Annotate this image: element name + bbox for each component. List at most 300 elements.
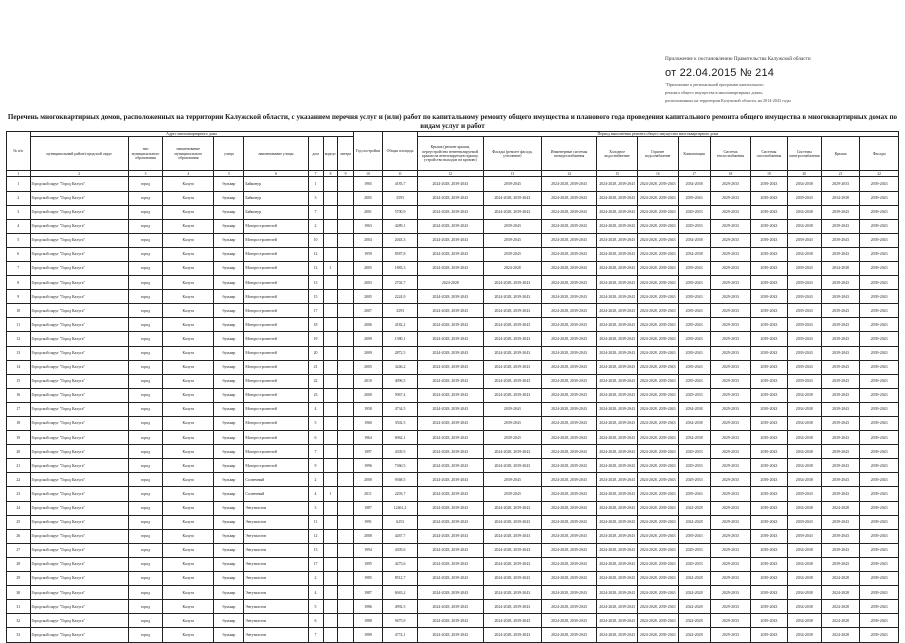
table-cell: 2039-2043 <box>751 431 787 445</box>
table-cell: город <box>128 332 162 346</box>
table-cell <box>323 332 338 346</box>
table-cell: 23 <box>7 487 31 501</box>
table-cell <box>323 205 338 219</box>
table-cell: Моторостроителей <box>244 374 308 388</box>
table-cell: 2029-2033 <box>710 445 751 459</box>
table-cell: город <box>128 318 162 332</box>
table-cell: бульвар <box>214 247 244 261</box>
table-cell: 2024-2028, 2039-2043 <box>637 332 678 346</box>
table-cell: 2024-2028 <box>417 276 483 290</box>
table-cell: 2039-2043 <box>860 614 899 628</box>
table-cell: 2029-2033 <box>710 374 751 388</box>
table-cell: 2024-2028, 2039-2043 <box>541 417 597 431</box>
table-cell <box>323 388 338 402</box>
table-cell: 2039-2043 <box>860 586 899 600</box>
col-facade: Фасады (ремонт фасада, утепление) <box>483 137 541 171</box>
table-cell <box>323 501 338 515</box>
table-cell: 2029-2033 <box>710 501 751 515</box>
table-cell: 2039-2043 <box>821 487 859 501</box>
table-cell: 2039-2043 <box>821 431 859 445</box>
table-cell: 2024-2028, 2039-2043 <box>483 501 541 515</box>
table-row <box>7 318 899 332</box>
table-row <box>7 360 899 374</box>
table-cell: 2039-2043 <box>678 318 710 332</box>
table-cell: 2024-2028, 2039-2043 <box>417 487 483 501</box>
table-cell: 2039-2043 <box>751 417 787 431</box>
table-cell: 2024-2028, 2039-2043 <box>417 261 483 275</box>
table-cell: 2034-2038 <box>821 191 859 205</box>
table-cell: 2029-2033 <box>710 360 751 374</box>
table-cell: 2024-2028, 2039-2043 <box>597 247 638 261</box>
table-cell <box>338 529 353 543</box>
column-number: 21 <box>821 171 859 177</box>
appendix-caption: Приложение к постановлению Правительства Калужской области <box>665 56 811 62</box>
table-cell: 2024-2028, 2039-2043 <box>541 402 597 416</box>
table-cell: Городской округ "Город Калуга" <box>30 388 128 402</box>
table-cell: Байконур <box>244 205 308 219</box>
table-cell: бульвар <box>214 388 244 402</box>
table-cell: 2029-2033 <box>710 276 751 290</box>
table-cell: 2024-2028, 2039-2043 <box>417 529 483 543</box>
table-cell: бульвар <box>214 445 244 459</box>
table-cell: 2024-2028 <box>821 600 859 614</box>
table-cell: 12 <box>308 529 323 543</box>
table-cell <box>338 233 353 247</box>
table-cell: бульвар <box>214 557 244 571</box>
table-cell <box>338 417 353 431</box>
table-cell: 2029-2033 <box>710 191 751 205</box>
table-cell: 2039-2043 <box>860 417 899 431</box>
table-cell: 2000 <box>353 388 383 402</box>
table-cell: 2024-2028, 2039-2043 <box>417 628 483 642</box>
table-cell: 2029-2033 <box>710 205 751 219</box>
table-cell: 2024-2028, 2039-2043 <box>637 261 678 275</box>
table-cell: 2039-2043 <box>860 600 899 614</box>
table-cell: 2024-2028, 2039-2043 <box>417 445 483 459</box>
table-cell: бульвар <box>214 600 244 614</box>
table-cell <box>323 529 338 543</box>
column-number: 17 <box>678 171 710 177</box>
col-tech: Крыша (ремонт крыши, переустройство невентилируемой крыши на вентилируемую крышу, устройство выходов на кровлю) <box>417 137 483 171</box>
table-cell: бульвар <box>214 402 244 416</box>
table-cell: бульвар <box>214 614 244 628</box>
table-cell <box>338 332 353 346</box>
table-cell: 1964 <box>353 431 383 445</box>
table-row <box>7 614 899 628</box>
table-cell: бульвар <box>214 431 244 445</box>
table-cell: Городской округ "Город Калуга" <box>30 332 128 346</box>
table-cell: 2034-2038 <box>678 247 710 261</box>
table-cell: Моторостроителей <box>244 417 308 431</box>
table-cell: 2034-2038 <box>787 445 821 459</box>
table-cell: город <box>128 191 162 205</box>
table-row <box>7 586 899 600</box>
table-cell: Моторостроителей <box>244 346 308 360</box>
table-cell: Калуга <box>163 473 214 487</box>
table-cell: город <box>128 417 162 431</box>
col-settlement: наименование муниципального образования <box>163 137 214 171</box>
table-cell: 2024-2028, 2039-2043 <box>483 276 541 290</box>
table-cell: 2039-2043 <box>751 332 787 346</box>
table-cell: 2024-2028, 2039-2043 <box>541 529 597 543</box>
table-cell: 2034-2038 <box>787 614 821 628</box>
table-cell: Калуга <box>163 219 214 233</box>
table-cell: Калуга <box>163 332 214 346</box>
table-cell: 2024-2028, 2039-2043 <box>541 431 597 445</box>
table-cell: 2024-2028 <box>678 515 710 529</box>
table-cell: 2039-2043 <box>821 473 859 487</box>
table-cell: 2039-2043 <box>787 290 821 304</box>
table-cell: 4 <box>308 487 323 501</box>
table-cell: 2034-2038 <box>678 177 710 191</box>
table-cell <box>323 614 338 628</box>
table-cell <box>323 374 338 388</box>
table-cell: 2039-2043 <box>787 332 821 346</box>
table-cell: Калуга <box>163 431 214 445</box>
table-row <box>7 233 899 247</box>
table-cell <box>338 487 353 501</box>
table-cell: Городской округ "Город Калуга" <box>30 543 128 557</box>
table-cell: 2024-2028, 2039-2043 <box>541 374 597 388</box>
table-cell: 2005 <box>353 290 383 304</box>
table-cell: 8512,7 <box>383 572 417 586</box>
table-cell: 18 <box>7 417 31 431</box>
table-cell: 2039-2043 <box>751 318 787 332</box>
table-cell <box>338 388 353 402</box>
table-cell <box>323 557 338 571</box>
table-cell: 2024-2028, 2039-2043 <box>597 572 638 586</box>
table-cell: Моторостроителей <box>244 459 308 473</box>
table-cell: 2024-2028, 2039-2043 <box>417 205 483 219</box>
table-cell: 2039-2043 <box>821 290 859 304</box>
col-elevator: Система теплоснабжения <box>710 137 751 171</box>
table-cell: 2029-2033 <box>710 402 751 416</box>
table-cell: Городской округ "Город Калуга" <box>30 402 128 416</box>
table-cell: Городской округ "Город Калуга" <box>30 318 128 332</box>
table-cell: 2024-2028, 2039-2043 <box>597 346 638 360</box>
table-cell: 2024-2028, 2039-2043 <box>541 346 597 360</box>
table-cell: 2039-2043 <box>751 233 787 247</box>
table-cell: 2039-2043 <box>821 529 859 543</box>
table-cell <box>338 515 353 529</box>
table-cell: 1965 <box>353 177 383 191</box>
column-number: 13 <box>483 171 541 177</box>
table-cell: 2039-2043 <box>821 543 859 557</box>
table-cell: Энтузиастов <box>244 515 308 529</box>
table-row <box>7 473 899 487</box>
table-cell: 2001 <box>353 205 383 219</box>
table-cell: 2024-2028 <box>678 628 710 642</box>
table-cell: 1997 <box>353 445 383 459</box>
table-cell: город <box>128 233 162 247</box>
table-cell: 2024-2028, 2039-2043 <box>541 304 597 318</box>
column-number: 12 <box>417 171 483 177</box>
table-cell: 2034-2038 <box>678 402 710 416</box>
table-cell: город <box>128 501 162 515</box>
table-cell: 2039-2043 <box>678 304 710 318</box>
table-cell: 2039-2043 <box>751 628 787 642</box>
table-cell: 2024-2028, 2039-2043 <box>483 614 541 628</box>
table-cell: 2039-2043 <box>821 360 859 374</box>
table-cell: 2029-2033 <box>678 557 710 571</box>
table-cell: 2039-2043 <box>483 487 541 501</box>
table-cell: 2024-2028 <box>821 572 859 586</box>
table-cell <box>338 459 353 473</box>
table-cell: бульвар <box>214 304 244 318</box>
housing-register-table <box>6 131 899 643</box>
table-cell: 2039-2043 <box>751 219 787 233</box>
table-cell: 2034-2038 <box>821 261 859 275</box>
table-cell: 2004 <box>353 233 383 247</box>
table-cell: Городской округ "Город Калуга" <box>30 445 128 459</box>
table-cell: 2029-2033 <box>710 600 751 614</box>
table-cell: 2039-2043 <box>821 557 859 571</box>
table-cell: Калуга <box>163 177 214 191</box>
table-cell: 2024-2028, 2039-2043 <box>597 586 638 600</box>
table-cell: 2029-2033 <box>710 614 751 628</box>
table-cell: 1987 <box>353 586 383 600</box>
table-cell <box>323 304 338 318</box>
table-row <box>7 191 899 205</box>
table-cell: 2024-2028, 2039-2043 <box>637 515 678 529</box>
table-cell: 2029-2033 <box>710 586 751 600</box>
table-cell: 2024-2028, 2039-2043 <box>417 318 483 332</box>
table-cell: 2024-2028 <box>821 628 859 642</box>
table-cell: 2024-2028, 2039-2043 <box>417 557 483 571</box>
table-cell: 3246,2 <box>383 360 417 374</box>
table-cell: Калуга <box>163 543 214 557</box>
table-cell: Городской округ "Город Калуга" <box>30 360 128 374</box>
table-cell: 13 <box>308 543 323 557</box>
table-cell: 2024-2028, 2039-2043 <box>597 501 638 515</box>
table-row <box>7 501 899 515</box>
table-cell: 2024-2028, 2039-2043 <box>637 177 678 191</box>
col-power: Инженерные системы электроснабжения <box>541 137 597 171</box>
table-row <box>7 557 899 571</box>
table-cell: бульвар <box>214 487 244 501</box>
table-cell: 2024-2028, 2039-2043 <box>541 191 597 205</box>
table-cell: 3 <box>308 191 323 205</box>
table-cell: Городской округ "Город Калуга" <box>30 177 128 191</box>
table-cell: Городской округ "Город Калуга" <box>30 233 128 247</box>
table-cell: бульвар <box>214 360 244 374</box>
table-cell: 2039-2043 <box>751 276 787 290</box>
table-cell: 2024-2028, 2039-2043 <box>417 332 483 346</box>
table-cell: город <box>128 402 162 416</box>
table-cell: 2024-2028, 2039-2043 <box>597 445 638 459</box>
table-cell: Калуга <box>163 374 214 388</box>
table-cell: 2024-2028, 2039-2043 <box>483 557 541 571</box>
table-cell: 2024-2028, 2039-2043 <box>597 233 638 247</box>
table-cell: Городской округ "Город Калуга" <box>30 614 128 628</box>
table-cell: 2024-2028, 2039-2043 <box>637 346 678 360</box>
table-cell: 2039-2043 <box>821 515 859 529</box>
table-cell: 2039-2043 <box>751 473 787 487</box>
table-cell: 2034-2038 <box>787 473 821 487</box>
table-row <box>7 572 899 586</box>
table-cell: 1 <box>323 487 338 501</box>
table-cell: 3502,5 <box>383 417 417 431</box>
table-cell: Городской округ "Город Калуга" <box>30 191 128 205</box>
table-cell: 2029-2033 <box>710 177 751 191</box>
table-cell: 2024-2028, 2039-2043 <box>541 487 597 501</box>
table-cell: Моторостроителей <box>244 247 308 261</box>
table-cell: 2029-2033 <box>710 247 751 261</box>
table-cell <box>323 431 338 445</box>
table-cell: 2039-2043 <box>860 276 899 290</box>
table-cell <box>323 459 338 473</box>
table-cell: 2024-2028, 2039-2043 <box>417 290 483 304</box>
table-cell: 1996 <box>353 459 383 473</box>
table-cell: Энтузиастов <box>244 614 308 628</box>
table-cell: бульвар <box>214 205 244 219</box>
table-cell: 2024-2028, 2039-2043 <box>637 374 678 388</box>
table-cell <box>338 276 353 290</box>
table-cell: 17 <box>308 304 323 318</box>
table-cell: Городской округ "Город Калуга" <box>30 600 128 614</box>
table-cell: 2024-2028, 2039-2043 <box>417 247 483 261</box>
table-cell: Калуга <box>163 346 214 360</box>
table-cell: бульвар <box>214 586 244 600</box>
table-cell: бульвар <box>214 276 244 290</box>
table-cell: 2039-2043 <box>860 261 899 275</box>
table-cell: 19 <box>308 332 323 346</box>
table-cell: 15 <box>7 374 31 388</box>
table-cell: Городской округ "Город Калуга" <box>30 586 128 600</box>
table-cell: бульвар <box>214 473 244 487</box>
table-cell <box>338 431 353 445</box>
appendix-note-1: "Приложение к региональной программе капитального <box>665 81 764 87</box>
table-cell: Байконур <box>244 177 308 191</box>
table-cell: 2024-2028 <box>821 614 859 628</box>
table-cell: 7 <box>7 261 31 275</box>
table-cell: 2024-2028, 2039-2043 <box>541 628 597 642</box>
table-cell: 2024-2028, 2039-2043 <box>483 515 541 529</box>
table-cell: 2039-2043 <box>860 515 899 529</box>
table-cell: город <box>128 557 162 571</box>
col-sewer: Канализация <box>678 137 710 171</box>
table-cell <box>323 402 338 416</box>
table-cell: 9368,5 <box>383 473 417 487</box>
table-cell: 2024-2028, 2039-2043 <box>417 304 483 318</box>
table-cell: город <box>128 572 162 586</box>
table-cell: 2039-2043 <box>483 177 541 191</box>
table-cell: 2034-2038 <box>787 205 821 219</box>
table-cell: Моторостроителей <box>244 318 308 332</box>
table-cell: 2024-2028, 2039-2043 <box>637 557 678 571</box>
table-cell: 2024-2028, 2039-2043 <box>597 628 638 642</box>
table-cell: 2039-2043 <box>751 487 787 501</box>
table-cell: 2024-2028, 2039-2043 <box>541 205 597 219</box>
table-cell: 2039-2043 <box>860 219 899 233</box>
table-cell: 19 <box>7 431 31 445</box>
table-cell: 2039-2043 <box>860 572 899 586</box>
table-cell: 2039-2043 <box>483 233 541 247</box>
table-cell: 2024-2028, 2039-2043 <box>597 431 638 445</box>
table-cell: 2024-2028, 2039-2043 <box>417 191 483 205</box>
table-cell: 2039-2043 <box>678 290 710 304</box>
table-cell: 2029-2033 <box>710 572 751 586</box>
column-number: 19 <box>751 171 787 177</box>
table-cell: 2024-2028, 2039-2043 <box>597 276 638 290</box>
table-cell: 2039-2043 <box>860 374 899 388</box>
table-cell: 2029-2033 <box>821 177 859 191</box>
table-cell <box>323 318 338 332</box>
table-cell: 4275,6 <box>383 557 417 571</box>
table-cell: 2024-2028, 2039-2043 <box>483 346 541 360</box>
table-cell: 2039-2043 <box>821 346 859 360</box>
table-cell: 4183,7 <box>383 177 417 191</box>
table-cell: 2034-2038 <box>787 417 821 431</box>
table-cell: Калуга <box>163 600 214 614</box>
table-cell: 28 <box>7 557 31 571</box>
table-cell: 2024-2028, 2039-2043 <box>483 459 541 473</box>
table-cell: 2029-2033 <box>678 388 710 402</box>
table-cell: 2039-2043 <box>860 529 899 543</box>
table-cell: 2024-2028, 2039-2043 <box>637 219 678 233</box>
table-cell: Калуга <box>163 247 214 261</box>
table-cell: 2024-2028, 2039-2043 <box>483 205 541 219</box>
table-cell: город <box>128 628 162 642</box>
table-cell: 2039-2043 <box>751 501 787 515</box>
table-cell <box>338 374 353 388</box>
table-cell: Городской округ "Город Калуга" <box>30 417 128 431</box>
table-cell: 2024-2028, 2039-2043 <box>417 586 483 600</box>
table-cell: 2024-2028 <box>821 501 859 515</box>
table-cell: Калуга <box>163 572 214 586</box>
table-cell: Калуга <box>163 586 214 600</box>
table-cell: 2039-2043 <box>678 374 710 388</box>
table-cell: Байконур <box>244 191 308 205</box>
table-row <box>7 515 899 529</box>
table-cell: Калуга <box>163 515 214 529</box>
table-cell: Моторостроителей <box>244 388 308 402</box>
table-cell: город <box>128 304 162 318</box>
table-cell: 2039-2043 <box>751 191 787 205</box>
column-number: 7 <box>308 171 323 177</box>
table-cell: 2039-2043 <box>751 360 787 374</box>
table-cell: 2039-2043 <box>860 459 899 473</box>
table-cell: 2039-2043 <box>821 247 859 261</box>
table-cell: 23 <box>308 388 323 402</box>
table-cell: 2034-2038 <box>787 501 821 515</box>
table-cell: 2039-2043 <box>787 487 821 501</box>
table-cell: 2029-2033 <box>710 431 751 445</box>
table-cell: 2039-2043 <box>860 557 899 571</box>
table-cell: Городской округ "Город Калуга" <box>30 557 128 571</box>
table-cell: 2024-2028, 2039-2043 <box>417 515 483 529</box>
table-cell: 1960 <box>353 417 383 431</box>
table-cell: Солнечный <box>244 473 308 487</box>
col-metering: Системы электроснабжения <box>787 137 821 171</box>
table-cell: Моторостроителей <box>244 233 308 247</box>
table-cell: 5700,9 <box>383 205 417 219</box>
table-cell: Городской округ "Город Калуга" <box>30 572 128 586</box>
table-cell: 2024-2028, 2039-2043 <box>483 360 541 374</box>
table-cell: 2039-2043 <box>821 388 859 402</box>
column-number: 22 <box>860 171 899 177</box>
table-cell <box>338 402 353 416</box>
column-number: 5 <box>214 171 244 177</box>
table-row <box>7 261 899 275</box>
table-cell: 18 <box>308 318 323 332</box>
table-cell: Моторостроителей <box>244 332 308 346</box>
table-cell <box>323 276 338 290</box>
column-number: 14 <box>541 171 597 177</box>
table-cell: Калуга <box>163 191 214 205</box>
table-row <box>7 529 899 543</box>
table-cell: 2024-2028, 2039-2043 <box>417 388 483 402</box>
